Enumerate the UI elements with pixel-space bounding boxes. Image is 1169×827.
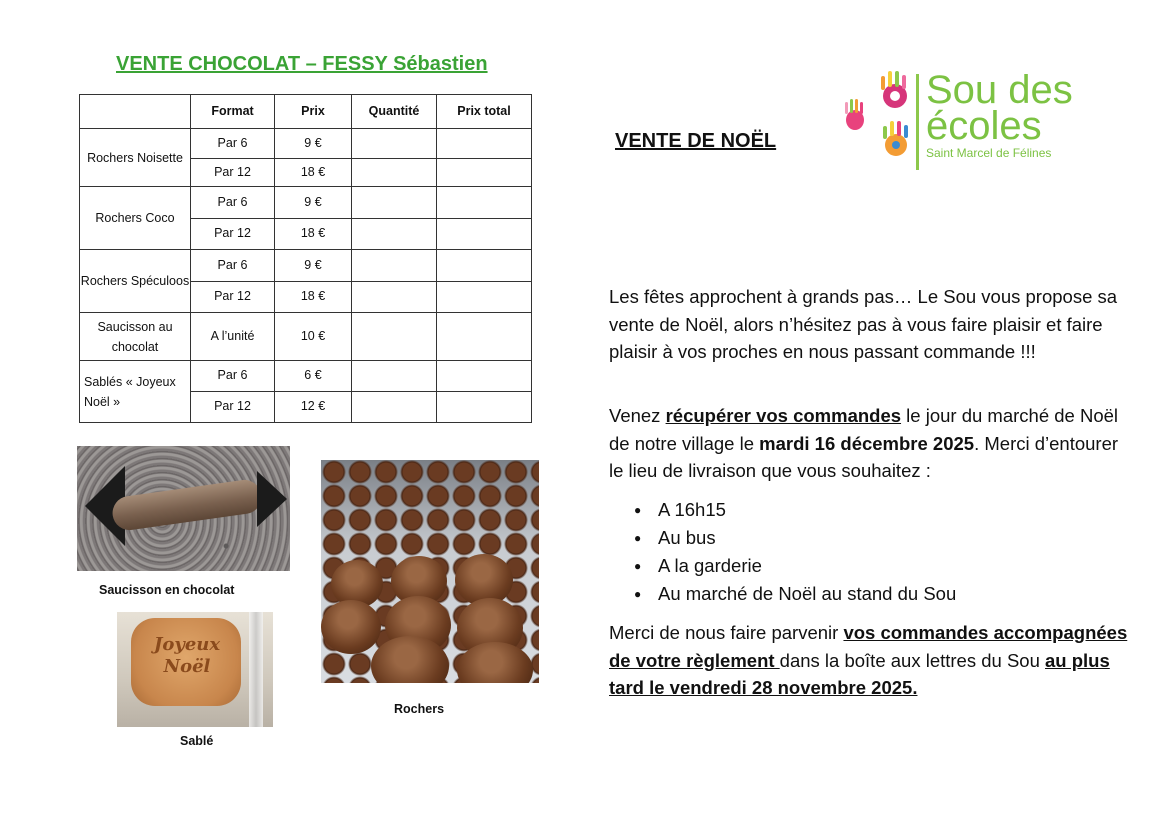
delivery-option[interactable]: ● A 16h15 — [634, 496, 956, 524]
header-cell: Quantité — [352, 95, 437, 129]
format-cell: Par 12 — [191, 392, 275, 423]
rochers-photo — [321, 460, 539, 683]
rocher — [321, 600, 381, 654]
quantity-cell[interactable] — [352, 282, 437, 313]
quantity-cell[interactable] — [352, 159, 437, 187]
total-cell[interactable] — [437, 361, 532, 392]
table-row — [80, 313, 532, 361]
quantity-cell[interactable] — [352, 129, 437, 159]
delivery-option[interactable]: ● Au marché de Noël au stand du Sou — [634, 580, 956, 608]
saucisson-caption: Saucisson en chocolat — [99, 583, 235, 597]
rochers-caption: Rochers — [394, 702, 445, 716]
header-cell: Prix total — [437, 95, 532, 129]
biscuit-inscription: Joyeux Noël — [153, 634, 221, 677]
format-cell: Par 12 — [191, 159, 275, 187]
deadline-paragraph — [609, 619, 1129, 702]
price-cell: 9 € — [275, 129, 352, 159]
table-row — [80, 250, 532, 282]
pickup-paragraph — [609, 402, 1129, 485]
price-cell: 9 € — [275, 187, 352, 219]
format-cell: Par 12 — [191, 219, 275, 250]
sable-caption: Sablé — [180, 734, 214, 748]
glass-stem — [249, 612, 263, 727]
pickup-text-post: . Merci d’entourer le lieu de livraison que vous souhaitez : — [609, 432, 1119, 481]
product-name: Sablés « Joyeux Noël » — [80, 361, 191, 423]
delivery-option[interactable]: ● A la garderie — [634, 552, 956, 580]
quantity-cell[interactable] — [352, 219, 437, 250]
product-name: Rochers Spéculoos — [80, 250, 191, 313]
table-header-row — [80, 95, 532, 129]
table-row — [80, 187, 532, 219]
format-cell: Par 6 — [191, 187, 275, 219]
quantity-cell[interactable] — [352, 250, 437, 282]
pickup-emphasis: récupérer vos commandes — [665, 405, 902, 426]
price-cell: 12 € — [275, 392, 352, 423]
quantity-cell[interactable] — [352, 187, 437, 219]
format-cell: Par 6 — [191, 129, 275, 159]
table-row — [80, 361, 532, 392]
hand-print-icon — [880, 120, 912, 158]
header-cell — [80, 95, 191, 129]
total-cell[interactable] — [437, 250, 532, 282]
format-cell: Par 12 — [191, 282, 275, 313]
header-cell: Prix — [275, 95, 352, 129]
format-cell: Par 6 — [191, 361, 275, 392]
format-cell: Par 6 — [191, 250, 275, 282]
deadline-emphasis-1: vos commandes accompagnées de votre règlement — [609, 622, 1128, 671]
saucisson-photo — [77, 446, 290, 571]
deadline-emphasis-2: au plus tard le vendredi 28 novembre 2025. — [609, 649, 1110, 698]
total-cell[interactable] — [437, 282, 532, 313]
total-cell[interactable] — [437, 187, 532, 219]
hand-print-icon — [878, 70, 912, 110]
order-table — [79, 94, 532, 423]
intro-paragraph: Les fêtes approchent à grands pas… Le Sou vous propose sa vente de Noël, alors n’hésitez pas à vous faire plaisir et faire plaisir à vos proches en nous passant commande !!! — [609, 286, 1118, 362]
price-cell: 6 € — [275, 361, 352, 392]
delivery-options-list — [634, 496, 956, 608]
sable-photo — [117, 612, 273, 727]
quantity-cell[interactable] — [352, 392, 437, 423]
pickup-text-mid: le jour du marché de Noël de notre village le — [609, 405, 1119, 454]
price-cell: 18 € — [275, 159, 352, 187]
price-cell: 9 € — [275, 250, 352, 282]
delivery-option[interactable]: ● Au bus — [634, 524, 956, 552]
sou-des-ecoles-logo — [838, 68, 1088, 176]
format-cell: A l’unité — [191, 313, 275, 361]
product-name: Rochers Coco — [80, 187, 191, 250]
deadline-text-pre: Merci de nous faire parvenir — [609, 622, 844, 643]
left-title: VENTE CHOCOLAT – FESSY Sébastien — [116, 53, 488, 75]
chocolate-log — [110, 478, 263, 533]
wrapper-end-right — [257, 471, 287, 527]
logo-divider — [916, 74, 919, 170]
quantity-cell[interactable] — [352, 313, 437, 361]
pickup-text-pre: Venez — [609, 405, 666, 426]
total-cell[interactable] — [437, 392, 532, 423]
price-cell: 10 € — [275, 313, 352, 361]
table-row — [80, 129, 532, 159]
total-cell[interactable] — [437, 159, 532, 187]
total-cell[interactable] — [437, 129, 532, 159]
total-cell[interactable] — [437, 219, 532, 250]
product-name: Saucisson au chocolat — [80, 313, 191, 361]
pickup-date: mardi 16 décembre 2025 — [759, 432, 975, 454]
product-name: Rochers Noisette — [80, 129, 191, 187]
deadline-text-mid: dans la boîte aux lettres du Sou — [779, 649, 1046, 671]
logo-line-1: Sou des — [926, 68, 1073, 112]
logo-line-3: Saint Marcel de Félines — [926, 146, 1052, 160]
quantity-cell[interactable] — [352, 361, 437, 392]
right-title: VENTE DE NOËL — [615, 130, 777, 152]
total-cell[interactable] — [437, 313, 532, 361]
logo-line-2: écoles — [926, 104, 1042, 148]
hand-print-icon — [842, 98, 868, 132]
price-cell: 18 € — [275, 282, 352, 313]
header-cell: Format — [191, 95, 275, 129]
price-cell: 18 € — [275, 219, 352, 250]
